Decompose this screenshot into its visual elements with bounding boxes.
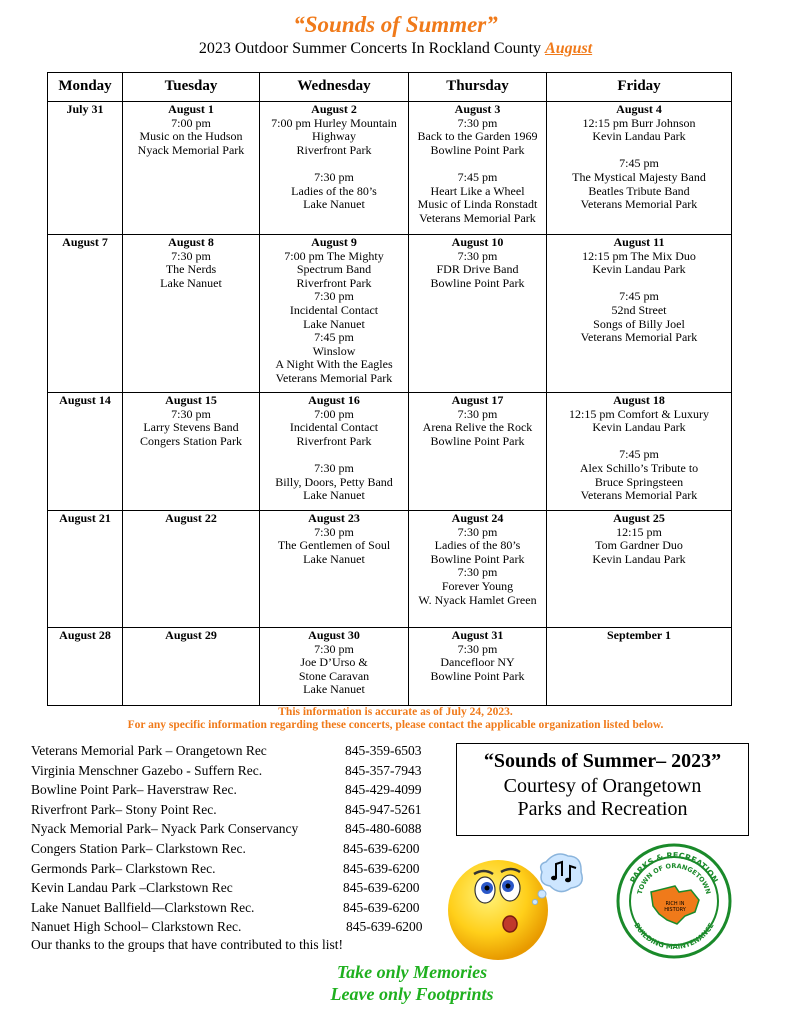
day-date: August 29 (165, 628, 217, 642)
event-line: Tom Gardner Duo (595, 538, 683, 553)
day-date: August 8 (168, 235, 214, 249)
day-date: August 3 (454, 102, 501, 116)
day-cell (123, 102, 260, 235)
day-cell (260, 393, 409, 511)
event-line: Bruce Springsteen (594, 474, 684, 489)
event-line: 12:15 pm (616, 524, 662, 539)
event-line: Joe D’Urso & (300, 655, 368, 670)
week-row (48, 628, 732, 706)
event-line: 7:30 pm (457, 565, 498, 580)
thanks-note: Our thanks to the groups that have contributed to this list! (31, 937, 343, 952)
event-line: 7:30 pm (457, 524, 498, 539)
event-line: 7:45 pm (314, 330, 354, 345)
contact-list (31, 743, 441, 939)
event-line: Larry Stevens Band (143, 420, 239, 435)
day-header-monday: Monday (48, 73, 123, 102)
contact-row (31, 919, 441, 939)
event-line: 7:00 pm (314, 406, 354, 421)
week-row (48, 235, 732, 393)
day-date: August 7 (62, 235, 108, 249)
event-line: 7:00 pm Hurley Mountain (271, 115, 397, 130)
contact-row (31, 763, 441, 783)
event-line: 7:00 pm (171, 115, 211, 130)
page-subtitle (0, 40, 791, 58)
event-line: 7:30 pm (314, 641, 354, 656)
contact-phone: 845-639-6200 (343, 840, 420, 856)
cell-spacer (411, 157, 544, 171)
event-line: 12:15 pm Burr Johnson (582, 115, 696, 130)
event-line: Veterans Memorial Park (580, 488, 698, 503)
day-date: August 2 (311, 102, 357, 116)
contact-phone: 845-357-7943 (345, 762, 422, 778)
event-line: Lake Nanuet (303, 682, 365, 697)
day-date: August 31 (451, 628, 504, 642)
day-cell (48, 511, 123, 628)
event-line: 7:00 pm The Mighty (284, 248, 384, 263)
day-cell (409, 511, 547, 628)
day-date: July 31 (66, 102, 104, 116)
day-date: August 30 (308, 628, 360, 642)
day-date: August 18 (613, 393, 665, 407)
whistling-smiley-icon (438, 842, 588, 962)
day-date: August 1 (168, 102, 214, 116)
event-line: Veterans Memorial Park (580, 197, 698, 212)
day-cell (123, 235, 260, 393)
event-line: Music of Linda Ronstadt (417, 197, 538, 212)
day-cell (123, 393, 260, 511)
day-cell (409, 393, 547, 511)
event-line: Songs of Billy Joel (593, 316, 685, 331)
event-line: A Night With the Eagles (275, 357, 393, 372)
day-cell (260, 628, 409, 706)
contact-row (31, 861, 441, 881)
event-line: Riverfront Park (296, 433, 372, 448)
contact-phone: 845-639-6200 (346, 919, 423, 935)
cell-spacer (262, 448, 406, 462)
event-line: W. Nyack Hamlet Green (418, 592, 537, 607)
event-line: The Gentlemen of Soul (277, 538, 391, 553)
day-cell (547, 511, 732, 628)
day-cell (260, 511, 409, 628)
event-line: Ladies of the 80’s (434, 538, 521, 553)
day-date: August 25 (613, 511, 665, 525)
contact-phone: 845-480-6088 (345, 821, 422, 837)
event-line: Forever Young (441, 578, 514, 593)
concert-calendar (47, 72, 732, 706)
day-cell (123, 511, 260, 628)
event-line: Spectrum Band (296, 262, 372, 277)
event-line: Riverfront Park (296, 142, 372, 157)
event-line: 7:30 pm (457, 641, 498, 656)
event-line: Kevin Landau Park (592, 420, 686, 435)
day-header-tuesday: Tuesday (123, 73, 260, 102)
contact-name: Virginia Menschner Gazebo - Suffern Rec. (31, 762, 263, 778)
cell-spacer (262, 157, 406, 171)
event-line: Bowline Point Park (430, 551, 525, 566)
day-date: August 21 (59, 511, 111, 525)
week-row (48, 511, 732, 628)
day-date: August 14 (59, 393, 111, 407)
event-line: Beatles Tribute Band (588, 183, 690, 198)
event-line: Heart Like a Wheel (430, 183, 525, 198)
event-line: Veterans Memorial Park (580, 330, 698, 345)
event-line: Bowline Point Park (430, 142, 525, 157)
day-date: August 16 (308, 393, 360, 407)
contact-row (31, 900, 441, 920)
day-date: September 1 (606, 628, 672, 642)
day-cell (547, 628, 732, 706)
event-line: Ladies of the 80’s (291, 183, 377, 198)
event-line: Lake Nanuet (303, 551, 365, 566)
event-line: Winslow (312, 343, 356, 358)
event-line: 7:30 pm (457, 406, 498, 421)
contact-name: Germonds Park– Clarkstown Rec. (31, 860, 216, 876)
day-header-thursday: Thursday (409, 73, 547, 102)
day-cell (48, 235, 123, 393)
event-line: Kevin Landau Park (592, 129, 686, 144)
day-date: August 10 (451, 235, 504, 249)
event-line: 7:30 pm (171, 248, 211, 263)
contact-row (31, 821, 441, 841)
contact-row (31, 841, 441, 861)
contact-name: Lake Nanuet Ballfield—Clarkstown Rec. (31, 899, 255, 915)
event-line: 12:15 pm Comfort & Luxury (569, 406, 709, 421)
courtesy-line-3: Parks and Recreation (517, 798, 688, 820)
contact-name: Congers Station Park– Clarkstown Rec. (31, 840, 246, 856)
day-date: August 4 (616, 102, 662, 116)
event-line: Lake Nanuet (160, 275, 222, 290)
event-line: 52nd Street (611, 302, 667, 317)
contact-row (31, 743, 441, 763)
contact-phone: 845-947-5261 (345, 801, 422, 817)
calendar-body (48, 102, 732, 706)
footer-line-1: Take only Memories (336, 962, 488, 982)
day-cell (547, 235, 732, 393)
logo-bottom-text: BUILDING MAINTENANCE (632, 921, 716, 952)
day-header-wednesday: Wednesday (260, 73, 409, 102)
event-line: The Nerds (165, 262, 217, 277)
day-date: August 24 (451, 511, 504, 525)
day-cell (409, 235, 547, 393)
event-line: Bowline Point Park (430, 668, 525, 683)
courtesy-box (456, 743, 749, 836)
contact-name: Veterans Memorial Park – Orangetown Rec (31, 743, 267, 758)
day-cell (547, 393, 732, 511)
logo-state-text-2: HISTORY (664, 907, 686, 913)
event-line: 7:30 pm (457, 115, 498, 130)
event-line: FDR Drive Band (436, 262, 519, 277)
event-line: 7:30 pm (314, 460, 354, 475)
logo-inner-text: TOWN OF ORANGETOWN (635, 861, 713, 896)
contact-name: Nanuet High School– Clarkstown Rec. (31, 919, 242, 935)
event-line: Lake Nanuet (303, 316, 365, 331)
contact-row (31, 802, 441, 822)
logo-state-text-1: RICH IN (665, 901, 685, 907)
event-line: 7:45 pm (619, 156, 659, 171)
contact-name: Bowline Point Park– Haverstraw Rec. (31, 782, 237, 798)
calendar-header-row (48, 73, 732, 102)
orangetown-parks-logo (615, 842, 733, 960)
event-line: Stone Caravan (298, 668, 370, 683)
cell-spacer (549, 144, 729, 158)
day-date: August 28 (59, 628, 111, 642)
event-line: Lake Nanuet (303, 488, 365, 503)
day-date: August 22 (165, 511, 217, 525)
event-line: 7:30 pm (457, 248, 498, 263)
day-cell (409, 102, 547, 235)
day-cell (48, 628, 123, 706)
contact-phone: 845-359-6503 (345, 743, 422, 758)
event-line: Bowline Point Park (430, 275, 525, 290)
subtitle-text: 2023 Outdoor Summer Concerts In Rockland County (198, 40, 542, 57)
event-line: Congers Station Park (140, 433, 242, 448)
contact-phone: 845-429-4099 (345, 782, 422, 798)
event-line: 7:30 pm (314, 289, 354, 304)
event-line: Highway (312, 129, 356, 144)
event-line: 7:30 pm (171, 406, 211, 421)
subtitle-month: August (545, 40, 593, 57)
day-cell (260, 235, 409, 393)
event-line: Veterans Memorial Park (419, 210, 536, 225)
event-line: Kevin Landau Park (592, 551, 686, 566)
contact-name: Kevin Landau Park –Clarkstown Rec (31, 880, 233, 896)
day-cell (409, 628, 547, 706)
event-line: 7:30 pm (314, 169, 354, 184)
day-cell (260, 102, 409, 235)
day-date: August 11 (613, 235, 665, 249)
event-line: 7:45 pm (619, 289, 659, 304)
event-line: 7:45 pm (619, 447, 659, 462)
contact-phone: 845-639-6200 (343, 860, 420, 876)
contact-row (31, 880, 441, 900)
event-line: 7:30 pm (314, 524, 354, 539)
week-row (48, 102, 732, 235)
day-cell (547, 102, 732, 235)
cell-spacer (549, 435, 729, 449)
event-line: Alex Schillo’s Tribute to (579, 460, 699, 475)
event-line: Dancefloor NY (440, 655, 515, 670)
week-row (48, 393, 732, 511)
event-line: Music on the Hudson (139, 129, 243, 144)
event-line: Incidental Contact (289, 420, 379, 435)
event-line: Nyack Memorial Park (137, 142, 245, 157)
day-cell (48, 393, 123, 511)
contact-phone: 845-639-6200 (343, 880, 420, 896)
day-date: August 9 (311, 235, 357, 249)
cell-spacer (549, 277, 729, 291)
contact-name: Nyack Memorial Park– Nyack Park Conservancy (31, 821, 299, 837)
contact-phone: 845-639-6200 (343, 899, 420, 915)
event-line: Kevin Landau Park (592, 262, 686, 277)
event-line: Bowline Point Park (430, 433, 525, 448)
event-line: The Mystical Majesty Band (572, 169, 706, 184)
courtesy-line-2: Courtesy of Orangetown (503, 775, 702, 797)
day-date: August 15 (165, 393, 217, 407)
accuracy-note: This information is accurate as of July 24, 2023. (278, 706, 513, 718)
logo-top-text: PARKS & RECREATION (628, 850, 720, 885)
courtesy-title: “Sounds of Summer– 2023” (483, 750, 722, 772)
event-line: Incidental Contact (289, 302, 379, 317)
day-date: August 17 (451, 393, 504, 407)
page-title: “Sounds of Summer” (293, 12, 498, 37)
event-line: 12:15 pm The Mix Duo (582, 248, 696, 263)
day-cell (48, 102, 123, 235)
event-line: Back to the Garden 1969 (417, 129, 538, 144)
contact-note: For any specific information regarding these concerts, please contact the applicable organization listed below. (127, 719, 664, 731)
event-line: Riverfront Park (296, 275, 372, 290)
footer-line-2: Leave only Footprints (330, 984, 494, 1004)
contact-row (31, 782, 441, 802)
event-line: Billy, Doors, Petty Band (275, 474, 393, 489)
event-line: Arena Relive the Rock (422, 420, 533, 435)
day-cell (123, 628, 260, 706)
event-line: Lake Nanuet (303, 197, 365, 212)
event-line: Veterans Memorial Park (275, 370, 393, 385)
event-line: 7:45 pm (457, 169, 498, 184)
day-date: August 23 (308, 511, 360, 525)
day-header-friday: Friday (547, 73, 732, 102)
contact-name: Riverfront Park– Stony Point Rec. (31, 801, 217, 817)
